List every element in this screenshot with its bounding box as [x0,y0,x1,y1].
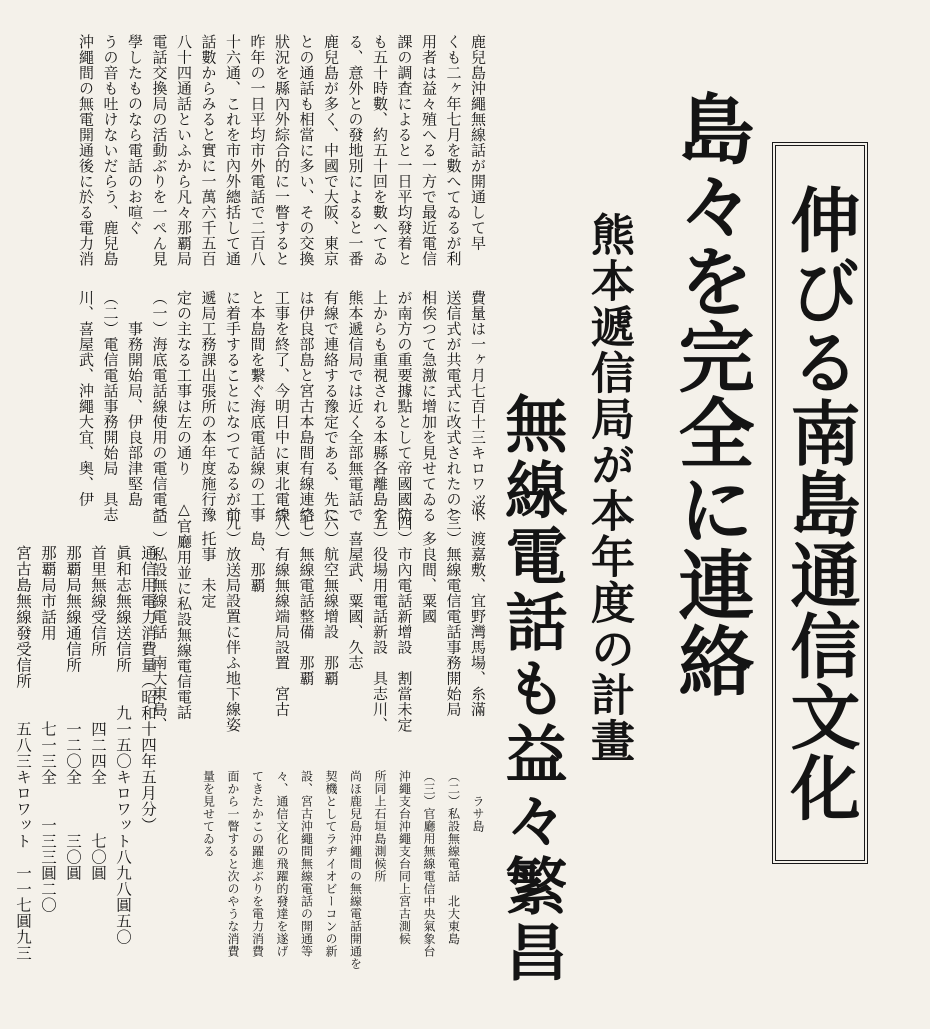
article-line: （七）無線電話整備 那覇 [297,500,316,686]
article-line: が南方の重要據點として帝國國防 [395,290,414,523]
article-line: 定の主なる工事は左の通り [175,290,193,476]
article-line: （一）私設無線電話 南大東島、 [150,500,169,733]
article-line: てきたかこの躍進ぶりを電力消費 [250,770,265,958]
article-line: 量を見せてゐる [201,770,216,858]
article-line: 費量は一ヶ月七百十三キロワット [469,290,487,523]
article-line: 島、那覇 [248,500,267,593]
article-line: 沖繩間の無電開通後に於る電力消 [77,34,95,267]
article-line: 契機としてラヂイオビーコンの新 [324,770,338,958]
article-block-b [74,290,491,535]
article-line: 宮古島無線發受信所 五八三キロワット 一一七圓九三 [14,545,32,961]
article-block-c [147,500,490,760]
article-line: 上からも重視される本縣各離島を [371,290,389,523]
article-line: 川、喜屋武、沖繩大宜、奥、伊 [77,290,95,507]
article-line: との通話も相當に多い、その交換 [297,34,316,267]
article-line: 沖繩支台沖繩支台同上宮古測候 [397,770,412,945]
article-line: 托事 未定 [199,500,218,609]
main-headline-box [772,142,868,864]
article-line: （九）放送局設置に伴ふ地下線姿 [224,500,242,733]
article-line: 多良間、粟國 [420,500,438,624]
article-line: 鹿兒島が多く、中國で大阪、東京 [322,34,340,267]
article-line: （八）有線無線端局設置 宮古 [273,500,291,717]
article-line: に着手することになつてゐるが前 [224,290,242,523]
article-line: 波、渡嘉敷、宜野灣馬場、糸滿 [469,500,487,717]
article-line: 尚ほ鹿兒島沖繩間の無線電話開通を [348,770,363,970]
article-line: 電話交換局の活動ぶりを一ぺん見 [150,34,169,267]
article-line: （三）官廳用無線電信中央氣象台 [422,770,436,958]
power-consumption-table [10,545,160,1000]
article-line: 鹿兒島沖繩無線話が開通して早 [469,34,487,251]
article-line: （一）海底電話線使用の電信電話 [150,290,169,523]
article-line: 話數からみると實に一萬六千五百 [199,34,218,267]
article-line: △官廳用並に私設無線電信電話 [175,500,193,720]
article-line: 面から一瞥すると次のやうな消費 [226,770,240,958]
article-line: 十六通、これを市內外總括して通 [224,34,242,267]
article-line: 送信式が共電式に改式されたのと [444,290,463,523]
article-line: 那覇局市話用 七一三全 一三三圓二〇 [39,545,57,913]
article-line: 事務開始局、伊良部津堅島 [126,290,144,507]
article-line: 昨年の一日平均市外電話で二百八 [248,34,267,267]
article-line: 々、通信文化の飛躍的發達を遂げ [275,770,289,958]
article-line: 狀況を縣內外綜合的に一瞥すると [273,34,291,267]
article-line: 有線で連絡する豫定である、先に [322,290,340,523]
article-line: 首里無線受信所 四二四全 七〇圓 [89,545,107,881]
article-line: 相俟つて急激に增加を見せてゐる [420,290,438,523]
article-line: と本島間を繋ぐ海底電話線の工事 [248,290,267,523]
article-line: 設、宮古沖繩間無線電話の開通等 [299,770,314,958]
article-block-d [196,770,490,1000]
article-line: る、意外との發地別によると一番 [346,34,365,267]
article-line: 八十四通話といふから凡々那覇局 [175,34,193,267]
article-line: も五十時數、約五十回を數へてゐ [371,34,389,267]
fourth-headline: 無線電話も益々繁昌 [495,392,568,986]
article-line: 通信用電力消費量（昭和十四年五月分） [139,545,157,833]
article-line: 那覇局無線通信所 一二〇全 三〇圓 [64,545,82,881]
article-line: （六）航空無線增設 那覇 [322,500,340,686]
article-line: うの音も吐けないだらう、鹿兒島 [101,34,120,267]
article-line: 喜屋武、粟國、久志 [346,500,365,671]
article-line: ラサ島 [471,770,485,833]
second-headline: 島々を完全に連絡 [666,90,755,698]
article-line: （二）電信電話事務開始局 具志 [101,290,120,523]
article-line: 熊本遞信局では近く全部無電話で [346,290,365,523]
article-line: 課の調査によると一日平均發着と [395,34,414,267]
article-line: （五）役場用電話新設 具志川、 [371,500,389,733]
main-headline: 伸びる南島通信文化 [779,183,862,823]
article-line: 學したものなら電話のお喧ぐ [126,34,144,236]
article-line: 所同上石垣島測候所 [373,770,387,883]
article-line: （三）無線電信電話事務開始局 [444,500,463,717]
article-line: 遞局工務課出張所の本年度施行豫 [199,290,218,523]
article-line: は伊良部島と宮古本島間有線連絡 [297,290,316,523]
article-line: 眞和志無線送信所 九一五〇キロワット八九八圓五〇 [114,545,132,945]
article-line: 工事を終了、今明日中に東北電線 [273,290,291,523]
third-headline: 熊本遞信局が本年度の計畫 [583,212,634,764]
article-block-a [74,34,491,284]
article-line: 用者は益々殖へる一方で最近電信 [420,34,438,267]
article-line: （四）市內電話新增設 割當未定 [395,500,414,733]
article-line: くも二ヶ年七月を數へてゐるが利 [444,34,463,267]
article-line: （二）私設無線電話 北大東島 [446,770,461,945]
